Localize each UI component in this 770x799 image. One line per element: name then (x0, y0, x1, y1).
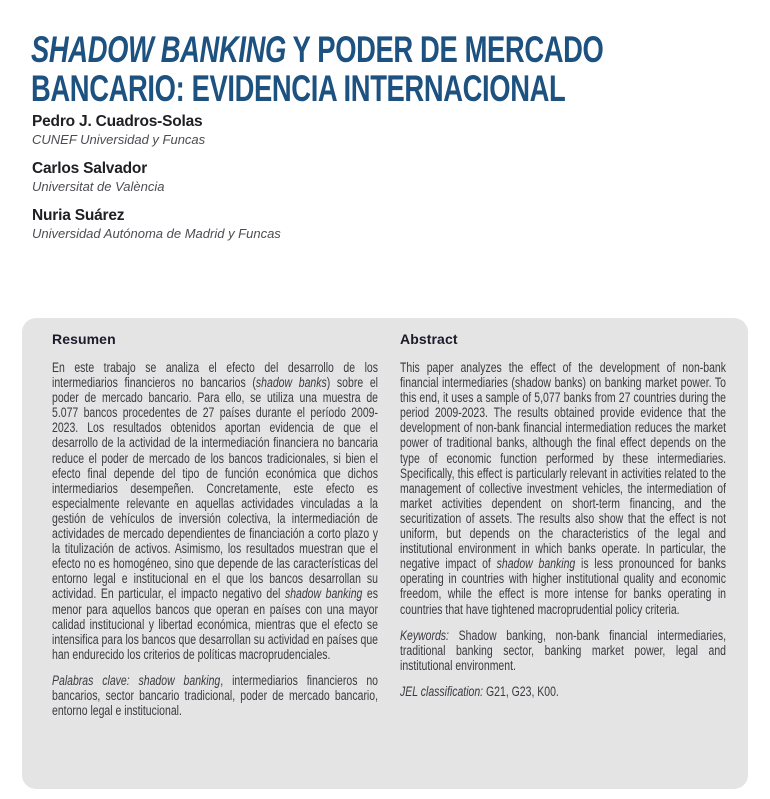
abstract-keywords: Keywords: Shadow banking, non-bank financial intermediaries, traditional banking sector, banking market power, legal and institutional environment. (400, 627, 726, 673)
author-name: Carlos Salvador (32, 160, 148, 177)
abstract-heading: Abstract (400, 331, 458, 347)
resumen-body (52, 360, 378, 718)
author-name: Pedro J. Cuadros-Solas (32, 113, 203, 130)
resumen-text: En este trabajo se analiza el efecto del desarrollo de los intermediarios financieros no bancarios (shadow banks) sobre el poder de mercado bancario. Para ello, se utiliza una muestra de 5.077 bancos procedentes de 27 países durante el período 2009-2023. Los resultados obtenidos aportan evidencia de que el desarrollo de la actividad de la intermediación financiera no bancaria reduce el poder de mercado de los bancos tradicionales, si bien el efecto final depende del tipo de función económica que dichos intermediarios desempeñen. Concretamente, este efecto es especialmente relevante en aquellas actividades vinculadas a la gestión de vehículos de inversión colectiva, la intermediación de actividades de mercado dependientes de financiación a corto plazo y la titulización de activos. Asimismo, los resultados muestran que el efecto no es homogéneo, sino que depende de las características del entorno legal e institucional en el que los bancos desarrollan su actividad. En particular, el impacto negativo del shadow banking es menor para aquellos bancos que operan en países con una mayor calidad institucional y libertad económica, mientras que el efecto se intensifica para los bancos que desarrollan su actividad en países que han endurecido los criterios de políticas macroprudenciales. (52, 360, 378, 662)
resumen-heading: Resumen (52, 331, 116, 347)
author-name: Nuria Suárez (32, 207, 125, 224)
abstract-text: This paper analyzes the effect of the development of non-bank financial intermediaries (shadow banks) on banking market power. To this end, it uses a sample of 5,077 banks from 27 countries during the period 2009-2023. The results obtained provide evidence that the development of non-bank financial intermediation reduces the market power of traditional banks, although the final effect depends on the type of economic function performed by these intermediaries. Specifically, this effect is particularly relevant in activities related to the management of collective investment vehicles, the intermediation of market activities dependent on short-term financing, and the securitization of assets. The results also show that the effect is not uniform, but depends on the characteristics of the legal and institutional environment in which banks operate. In particular, the negative impact of shadow banking is less pronounced for banks operating in countries with higher institutional quality and economic freedom, while the effect is more intense for banks operating in countries that have tightened macroprudential policy criteria. (400, 360, 726, 617)
abstract-box (22, 318, 748, 789)
author-affiliation: CUNEF Universidad y Funcas (32, 132, 206, 147)
author-affiliation: Universitat de València (32, 179, 165, 194)
paper-title: SHADOW BANKING Y PODER DE MERCADO BANCARIO: EVIDENCIA INTERNACIONAL (31, 29, 604, 109)
abstract-column (400, 331, 726, 789)
jel-classification: JEL classification: G21, G23, K00. (400, 683, 559, 699)
author-block (32, 159, 281, 195)
author-list (32, 112, 281, 253)
author-affiliation: Universidad Autónoma de Madrid y Funcas (32, 226, 281, 241)
author-block (32, 206, 281, 242)
resumen-column (52, 331, 378, 789)
abstract-body (400, 360, 726, 699)
resumen-keywords: Palabras clave: shadow banking, intermediarios financieros no bancarios, sector bancario tradicional, poder de mercado bancario, entorno legal e institucional. (52, 672, 378, 719)
author-block (32, 112, 281, 148)
